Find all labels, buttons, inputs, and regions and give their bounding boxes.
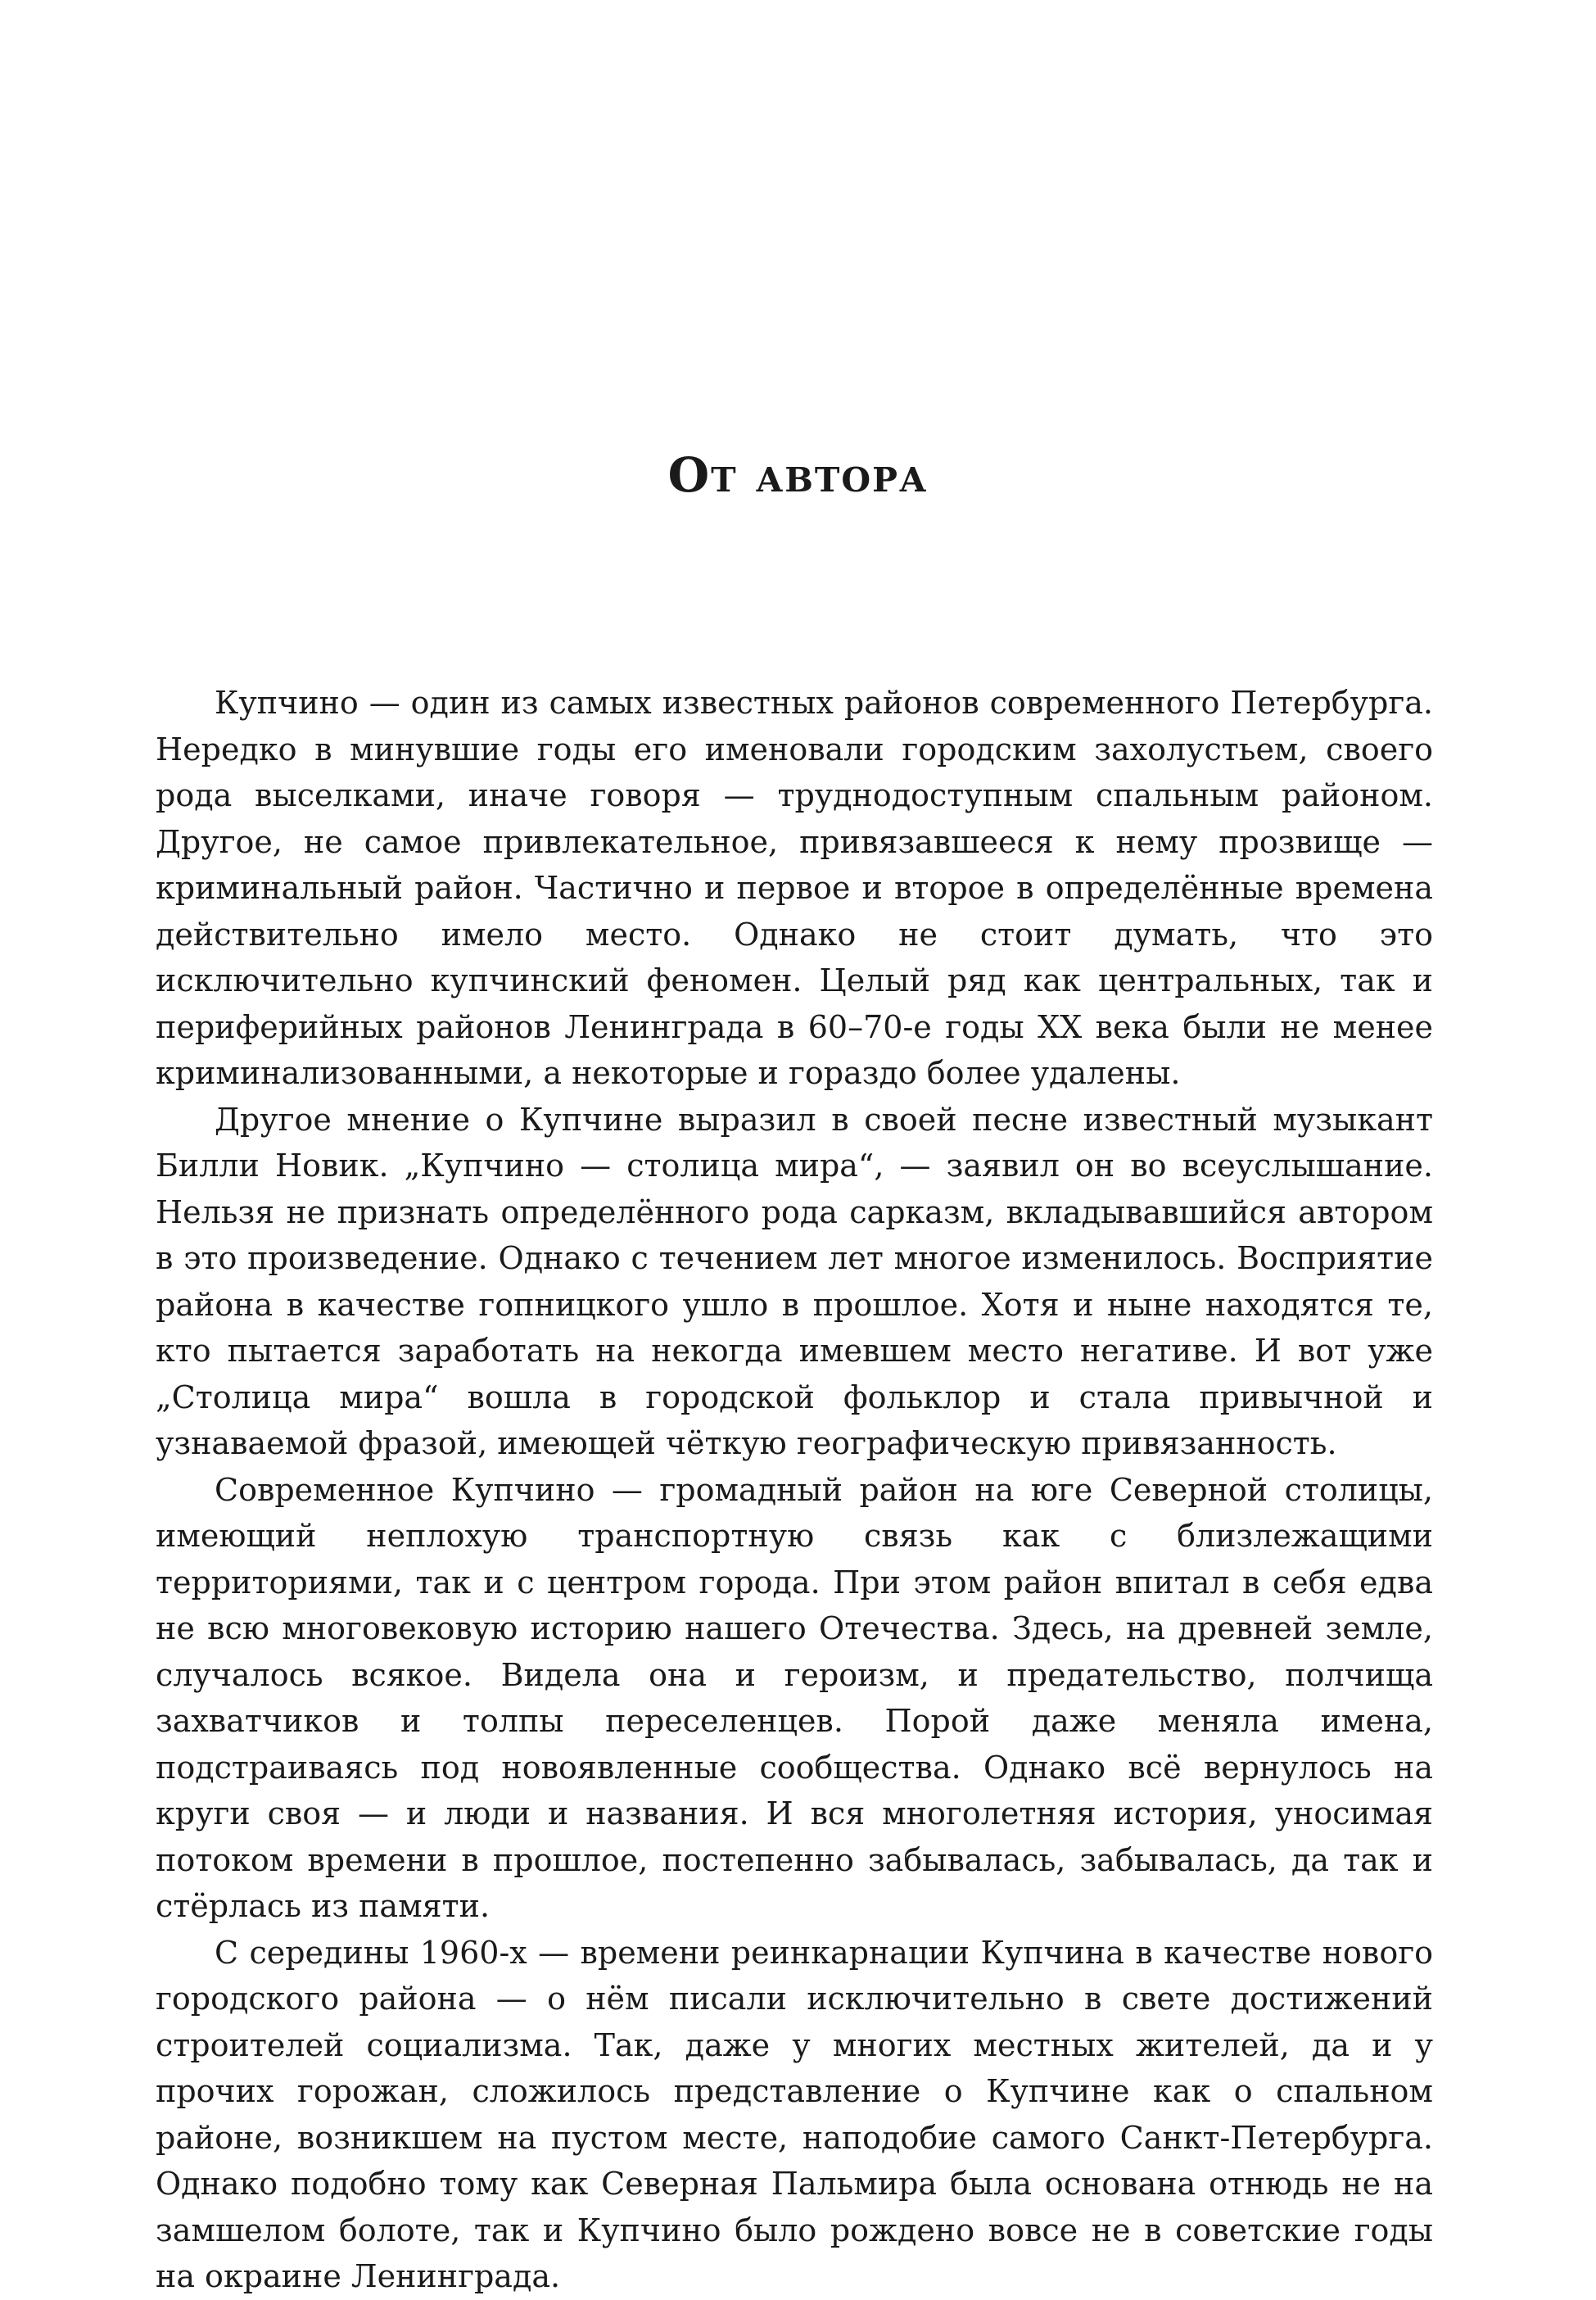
paragraph-3: Современное Купчино — громадный район на юге Северной столицы, имеющий неплохую транспортную связь как с близлежащими территориями, так и с центром города. При этом район впитал в себя едва не всю многовековую историю нашего Отечества. Здесь, на древней земле, случалось всякое. Видела она и героизм, и предательство, полчища захватчиков и толпы переселенцев. Порой даже меняла имена, подстраиваясь под новоявленные сообщества. Однако всё вернулось на круги своя — и люди и названия. И вся многолетняя история, уносимая потоком времени в прошлое, постепенно забывалась, забывалась, да так и стёрлась из памяти. [156,1471,1433,1924]
paragraph-1: Купчино — один из самых известных районов современного Петербурга. Нередко в минувшие годы его именовали городским захолустьем, своего рода выселками, иначе говоря — труднодоступным спальным районом. Другое, не самое привлекательное, привязавшееся к нему прозвище — криминальный район. Частично и первое и второе в определённые времена действительно имело место. Однако не стоит думать, что это исключительно купчинский феномен. Целый ряд как центральных, так и периферийных районов Ленинграда в 60–70-е годы XX века были не менее криминализованными, а некоторые и гораздо более удалены. [156,685,1433,1091]
body-text [156,680,1433,2300]
paragraph-4: С середины 1960-х — времени реинкарнации Купчина в качестве нового городского района — о нём писали исключительно в свете достижений строителей социализма. Так, даже у многих местных жителей, да и у прочих горожан, сложилось представление о Купчине как о спальном районе, возникшем на пустом месте, наподобие самого Санкт-Петербурга. Однако подобно тому как Северная Пальмира была основана отнюдь не на замшелом болоте, так и Купчино было рождено вовсе не в советские годы на окраине Ленинграда. [156,1934,1433,2294]
chapter-heading: От автора [667,447,929,503]
paragraph-2: Другое мнение о Купчине выразил в своей песне известный музыкант Билли Новик. „Купчино — столица мира“, — заявил он во всеуслышание. Нельзя не признать определённого рода сарказм, вкладывавшийся автором в это произведение. Однако с течением лет многое изменилось. Восприятие района в качестве гопницкого ушло в прошлое. Хотя и ныне находятся те, кто пытается заработать на некогда имевшем место негативе. И вот уже „Столица мира“ вошла в городской фольклор и стала привычной и узнаваемой фразой, имеющей чёткую географическую привязанность. [156,1101,1433,1461]
